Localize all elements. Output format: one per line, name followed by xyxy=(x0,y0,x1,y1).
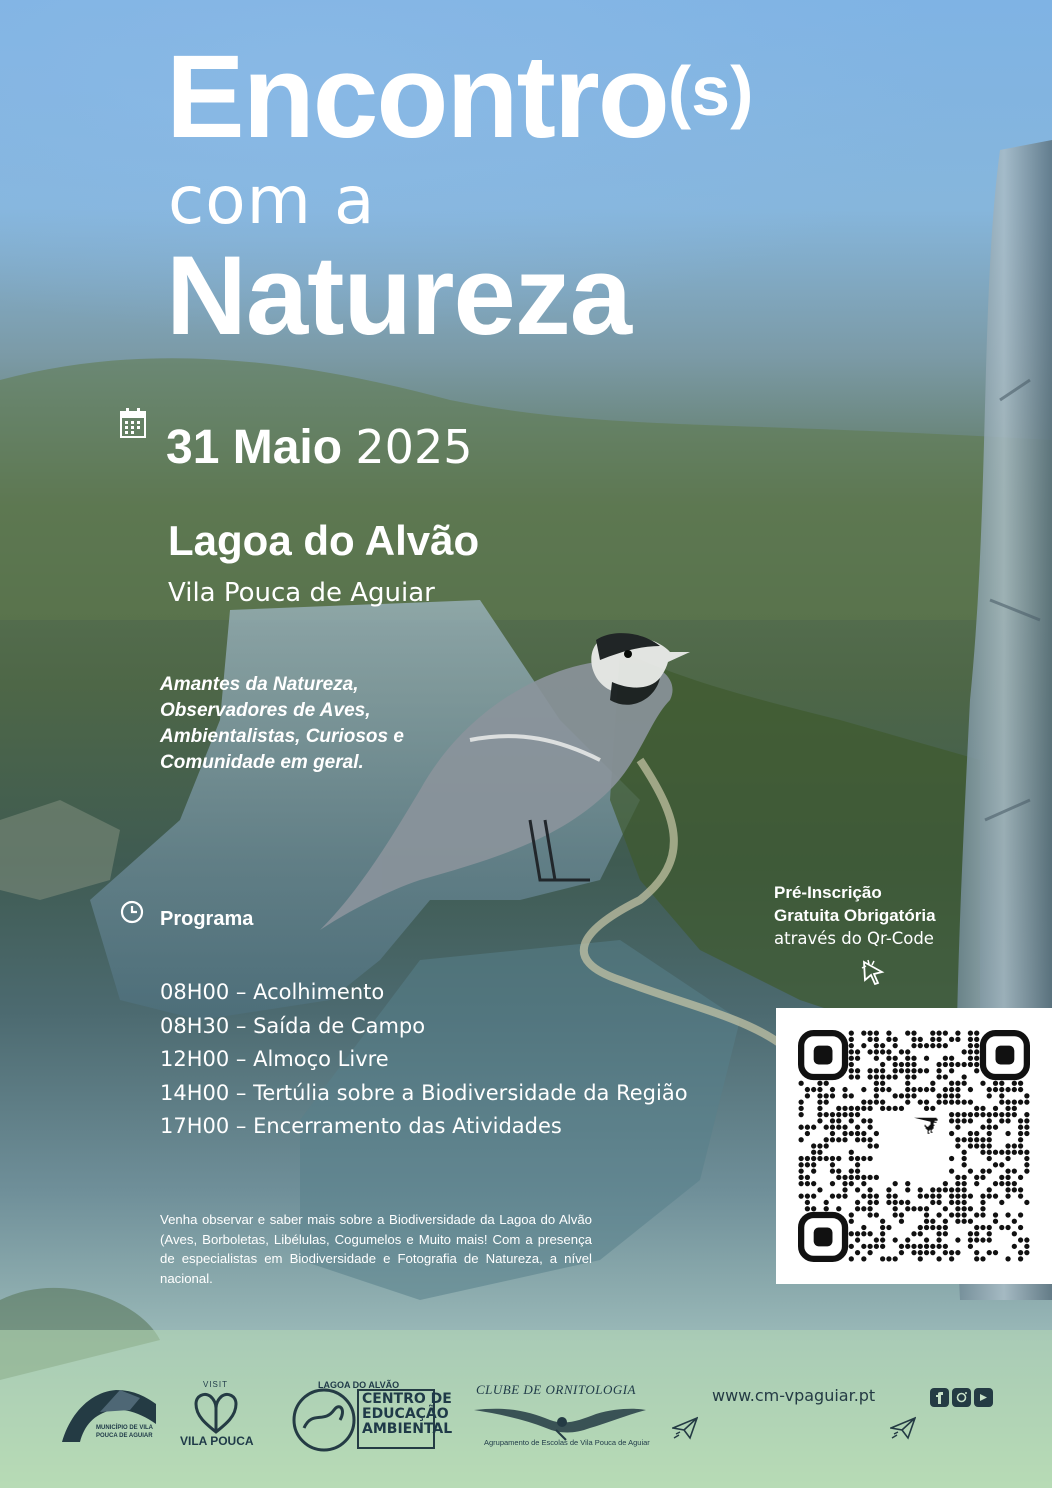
registration-line-3: através do Qr-Code xyxy=(774,929,934,948)
program-item: 14H00 – Tertúlia sobre a Biodiversidade da Região xyxy=(160,1080,688,1105)
audience-line: Observadores de Aves, xyxy=(160,700,371,721)
program-item: 08H00 – Acolhimento xyxy=(160,980,385,1004)
program-list xyxy=(160,976,688,1144)
venue-town: Vila Pouca de Aguiar xyxy=(168,578,435,608)
venue-name: Lagoa do Alvão xyxy=(168,517,480,564)
audience-line: Comunidade em geral. xyxy=(160,752,364,773)
registration-line-2: Gratuita Obrigatória xyxy=(774,906,936,925)
municipality-logo-text: MUNICÍPIO DE VILA POUCA DE AGUIAR xyxy=(96,1425,153,1439)
title-suffix: (s) xyxy=(667,52,754,130)
title-line-2: com a xyxy=(168,162,376,239)
program-item: 12H00 – Almoço Livre xyxy=(160,1047,389,1071)
instagram-icon xyxy=(952,1388,971,1407)
registration-line-1: Pré-Inscrição xyxy=(774,883,882,902)
event-date: 31 Maio 2025 xyxy=(166,420,473,474)
registration-qr-code[interactable] xyxy=(776,1008,1052,1284)
education-centre-name: CENTRO DE EDUCAÇÃO AMBIENTAL xyxy=(362,1391,453,1437)
tap-pointer-icon xyxy=(860,958,888,986)
qr-code-graphic xyxy=(776,1008,1052,1284)
ornithology-club-name: CLUBE DE ORNITOLOGIA xyxy=(476,1382,636,1397)
education-centre-lagoa: LAGOA DO ALVÃO xyxy=(318,1380,400,1390)
facebook-icon xyxy=(930,1388,949,1407)
audience-list xyxy=(160,672,404,776)
audience-line: Amantes da Natureza, xyxy=(160,674,359,695)
visit-vila-pouca-name: VILA POUCA xyxy=(180,1434,254,1448)
youtube-icon xyxy=(974,1388,993,1407)
event-description: Venha observar e saber mais sobre a Biodiversidade da Lagoa do Alvão (Aves, Borboletas, Libélulas, Cogumelos e Muito mais! Com a presença de especialistas em Biodiversidade e Fotografia de Natureza, a nível nacional. xyxy=(160,1212,592,1286)
social-icons xyxy=(930,1388,994,1408)
program-item: 17H00 – Encerramento das Atividades xyxy=(160,1114,562,1138)
audience-line: Ambientalistas, Curiosos e xyxy=(160,726,404,747)
program-title: Programa xyxy=(160,908,254,930)
visit-label: VISIT xyxy=(203,1380,229,1389)
title-line-3: Natureza xyxy=(166,233,632,358)
calendar-icon xyxy=(120,408,146,438)
paper-plane-icon xyxy=(672,1416,698,1440)
paper-plane-icon xyxy=(890,1416,916,1440)
municipality-logo xyxy=(60,1384,164,1452)
website-link[interactable]: www.cm-vpaguiar.pt xyxy=(712,1386,876,1405)
registration-note xyxy=(774,881,936,950)
clock-icon xyxy=(120,900,144,924)
program-item: 08H30 – Saída de Campo xyxy=(160,1013,426,1038)
title-line-1: Encontro(s) xyxy=(166,31,754,163)
ornithology-club-school: Agrupamento de Escolas de Vila Pouca de Aguiar xyxy=(484,1438,650,1447)
